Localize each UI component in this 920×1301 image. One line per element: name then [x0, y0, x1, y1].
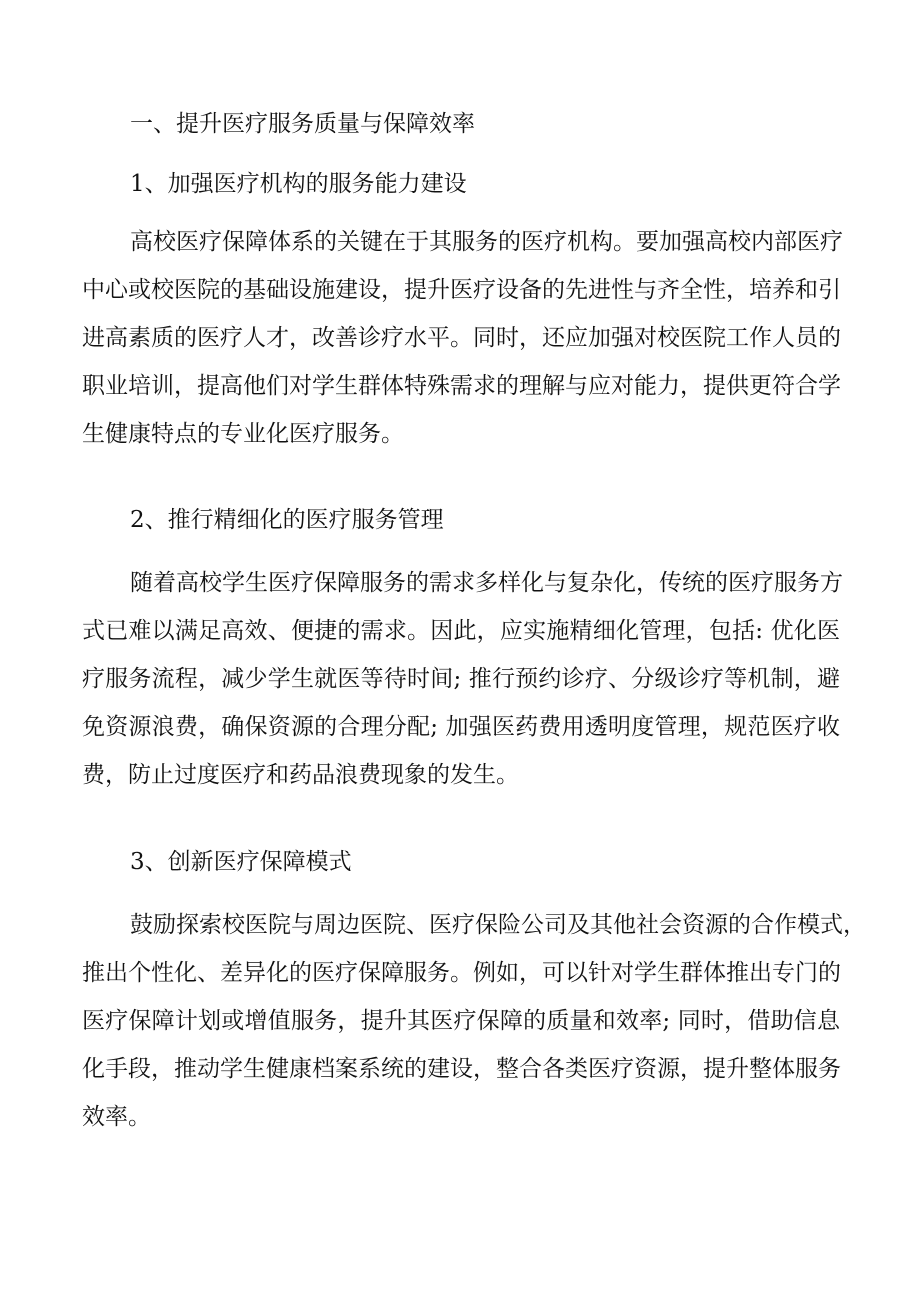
paragraph-line: 进高素质的医疗人才，改善诊疗水平。同时，还应加强对校医院工作人员的 [82, 325, 841, 351]
section-1-title: 1、加强医疗机构的服务能力建设 [130, 171, 467, 197]
paragraph-line: 中心或校医院的基础设施建设，提升医疗设备的先进性与齐全性，培养和引 [82, 277, 841, 303]
paragraph-line: 鼓励探索校医院与周边医院、医疗保险公司及其他社会资源的合作模式， [130, 912, 866, 938]
paragraph-line: 化手段，推动学生健康档案系统的建设，整合各类医疗资源，提升整体服务 [82, 1056, 841, 1082]
section-3-title: 3、创新医疗保障模式 [130, 849, 352, 875]
section-2-title: 2、推行精细化的医疗服务管理 [130, 507, 444, 533]
paragraph-line: 免资源浪费，确保资源的合理分配; 加强医药费用透明度管理，规范医疗收 [82, 714, 840, 740]
paragraph-line: 推出个性化、差异化的医疗保障服务。例如，可以针对学生群体推出专门的 [82, 960, 841, 986]
paragraph-line: 高校医疗保障体系的关键在于其服务的医疗机构。要加强高校内部医疗 [130, 229, 843, 255]
paragraph-line: 费，防止过度医疗和药品浪费现象的发生。 [82, 762, 519, 788]
main-heading: 一、提升医疗服务质量与保障效率 [130, 111, 475, 137]
paragraph-line: 医疗保障计划或增值服务，提升其医疗保障的质量和效率; 同时，借助信息 [82, 1008, 840, 1034]
paragraph-line: 职业培训，提高他们对学生群体特殊需求的理解与应对能力，提供更符合学 [82, 373, 841, 399]
paragraph-line: 疗服务流程，减少学生就医等待时间; 推行预约诊疗、分级诊疗等机制，避 [82, 666, 840, 692]
paragraph-line: 生健康特点的专业化医疗服务。 [82, 421, 404, 447]
paragraph-line: 式已难以满足高效、便捷的需求。因此，应实施精细化管理，包括: 优化医 [82, 618, 840, 644]
paragraph-line: 随着高校学生医疗保障服务的需求多样化与复杂化，传统的医疗服务方 [130, 570, 843, 596]
paragraph-line: 效率。 [82, 1104, 151, 1130]
